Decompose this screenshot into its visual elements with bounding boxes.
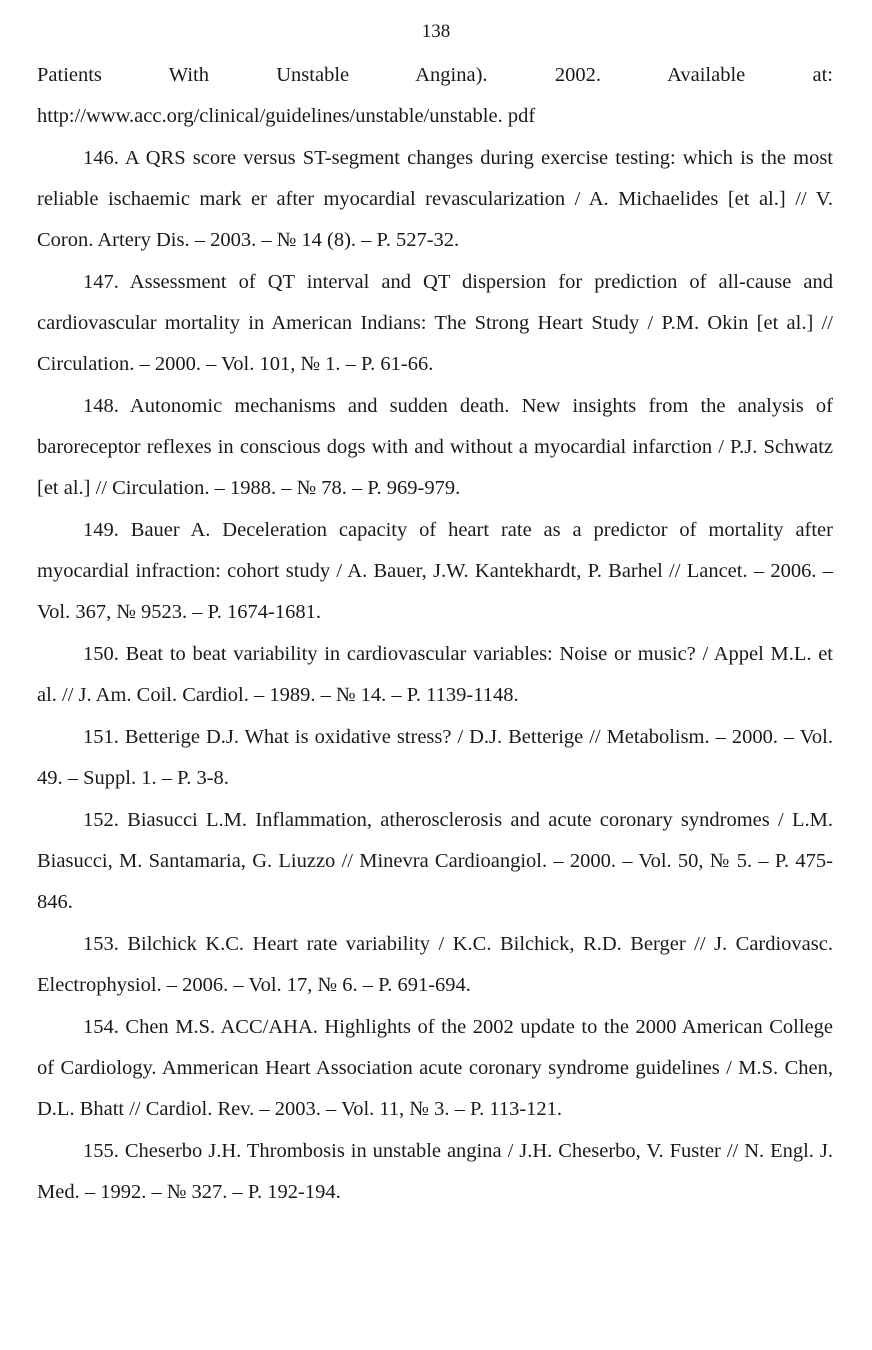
continuation-line-1: Patients With Unstable Angina). 2002. Available at:: [37, 64, 833, 86]
reference-155: 155. Cheserbo J.H. Thrombosis in unstable angina / J.H. Cheserbo, V. Fuster // N. Engl. J. Med. – 1992. – № 327. – P. 192-194.: [37, 1140, 833, 1203]
reference-150: 150. Beat to beat variability in cardiovascular variables: Noise or music? / Appel M.L. et al. // J. Am. Coil. Cardiol. – 1989. – № 14. – P. 1139-1148.: [37, 643, 833, 706]
reference-154: 154. Chen M.S. ACC/AHA. Highlights of the 2002 update to the 2000 American College of Cardiology. Ammerican Heart Association acute coronary syndrome guidelines / M.S. Chen, D.L. Bhatt // Cardiol. Rev. – 2003. – Vol. 11, № 3. – P. 113-121.: [37, 1016, 833, 1120]
reference-152: 152. Biasucci L.M. Inflammation, atherosclerosis and acute coronary syndromes / L.M. Biasucci, M. Santamaria, G. Liuzzo // Minevra Cardioangiol. – 2000. – Vol. 50, № 5. – P. 475-846.: [37, 809, 833, 913]
reference-148: 148. Autonomic mechanisms and sudden death. New insights from the analysis of baroreceptor reflexes in conscious dogs with and without a myocardial infarction / P.J. Schwatz [et al.] // Circulation. – 1988. – № 78. – P. 969-979.: [37, 395, 833, 499]
reference-146: 146. A QRS score versus ST-segment changes during exercise testing: which is the most reliable ischaemic mark er after myocardial revascularization / A. Michaelides [et al.] // V. Coron. Artery Dis. – 2003. – № 14 (8). – P. 527-32.: [37, 147, 833, 251]
reference-149: 149. Bauer A. Deceleration capacity of heart rate as a predictor of mortality after myocardial infraction: cohort study / A. Bauer, J.W. Kantekhardt, P. Barhel // Lancet. – 2006. – Vol. 367, № 9523. – P. 1674-1681.: [37, 519, 833, 623]
reference-153: 153. Bilchick K.C. Heart rate variability / K.C. Bilchick, R.D. Berger // J. Cardiovasc. Electrophysiol. – 2006. – Vol. 17, № 6. – P. 691-694.: [37, 933, 833, 996]
continuation-url: http://www.acc.org/clinical/guidelines/unstable/unstable. pdf: [37, 105, 536, 127]
reference-147: 147. Assessment of QT interval and QT dispersion for prediction of all-cause and cardiovascular mortality in American Indians: The Strong Heart Study / P.M. Okin [et al.] // Circulation. – 2000. – Vol. 101, № 1. – P. 61-66.: [37, 271, 833, 375]
reference-list: [37, 55, 833, 1213]
page-number: 138: [421, 21, 451, 42]
reference-151: 151. Betterige D.J. What is oxidative stress? / D.J. Betterige // Metabolism. – 2000. – Vol. 49. – Suppl. 1. – P. 3-8.: [37, 726, 833, 789]
